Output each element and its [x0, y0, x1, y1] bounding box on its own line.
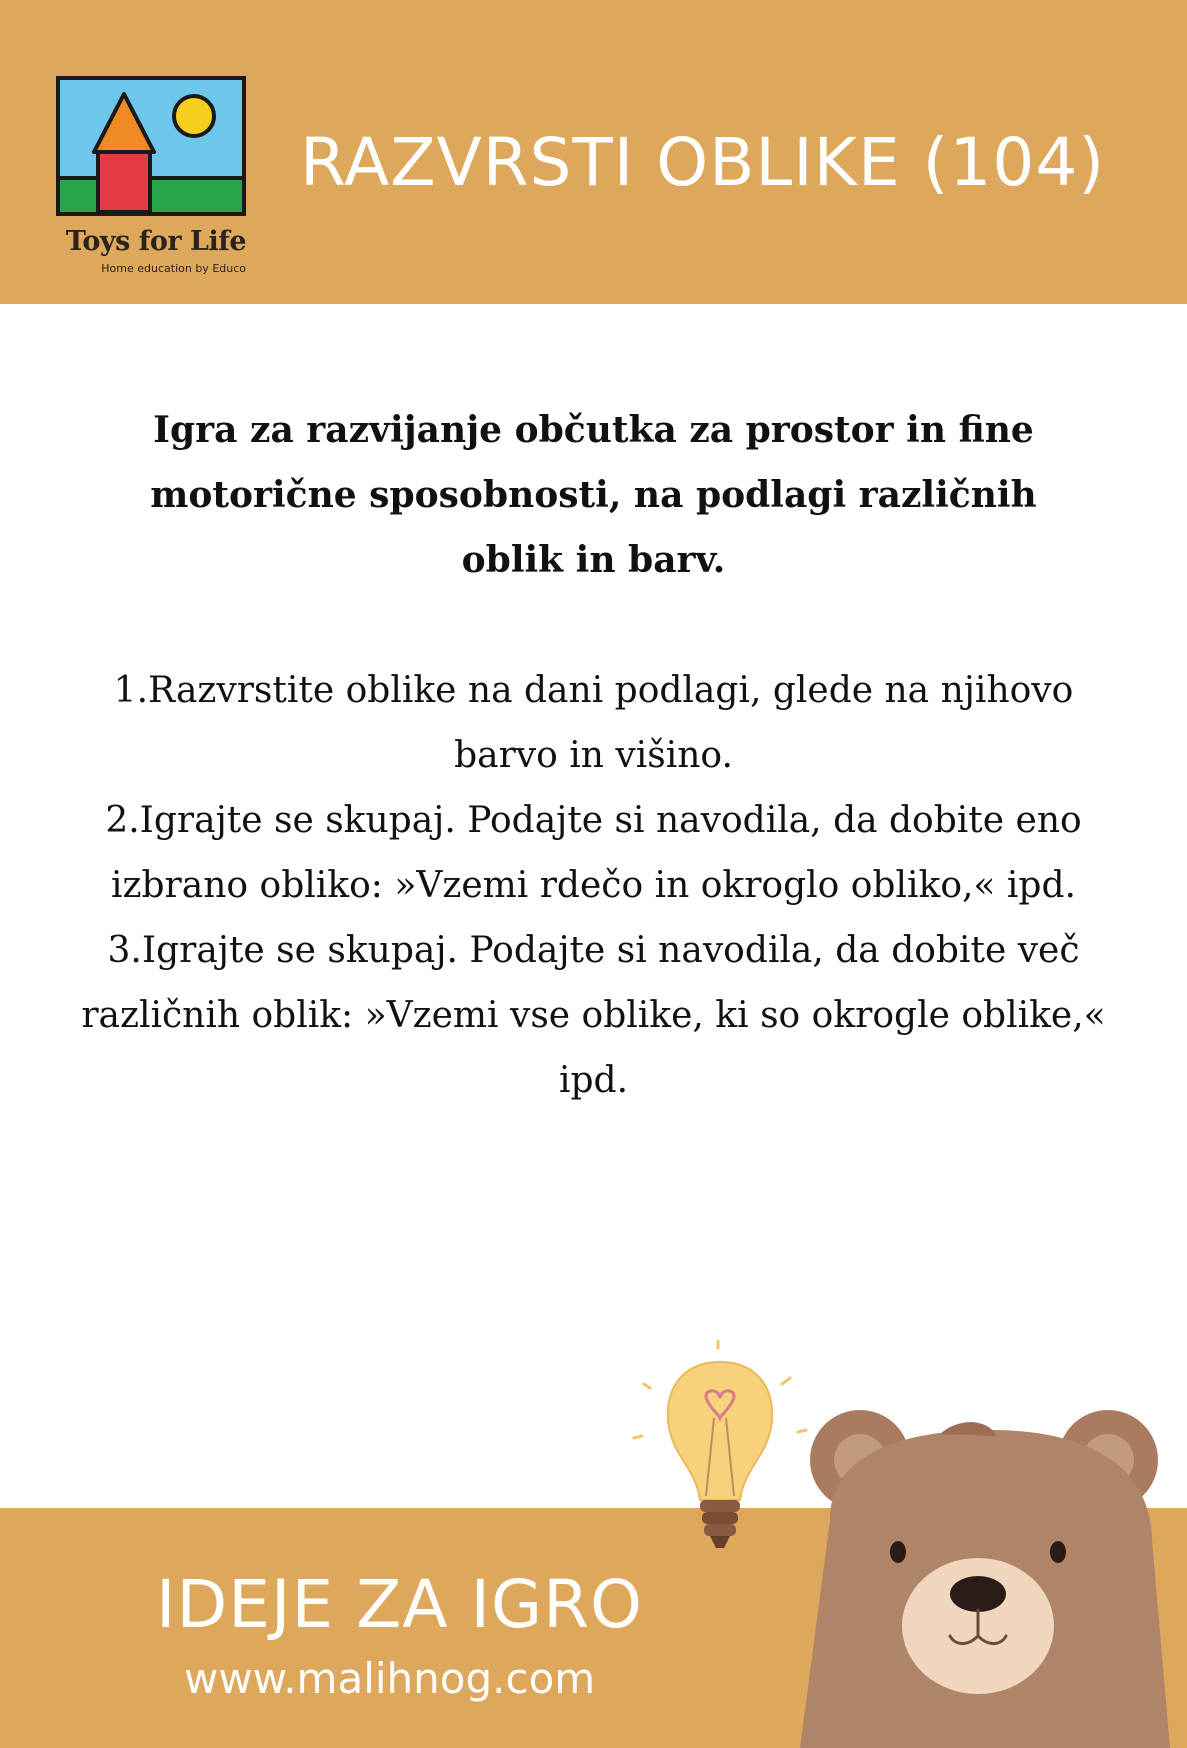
bear-icon [790, 1390, 1187, 1748]
brand-tagline: Home education by Educo [101, 262, 246, 275]
instruction-step: 3.Igrajte se skupaj. Podajte si navodila, da dobite več različnih oblik: »Vzemi vse oblike, ki so okrogle oblike,« ipd. [81, 930, 1106, 1101]
page-title: RAZVRSTI OBLIKE (104) [300, 124, 1106, 201]
instruction-step: 1.Razvrstite oblike na dani podlagi, glede na njihovo barvo in višino. [113, 670, 1074, 776]
instruction-step: 2.Igrajte se skupaj. Podajte si navodila, da dobite eno izbrano obliko: »Vzemi rdečo in okroglo obliko,« ipd. [105, 800, 1082, 906]
ideas-label: IDEJE ZA IGRO [156, 1566, 643, 1643]
website-url: www.malihnog.com [184, 1654, 596, 1703]
header-band [0, 0, 1187, 304]
brand-logo [56, 76, 246, 276]
intro-text: Igra za razvijanje občutka za prostor in fine motorične sposobnosti, na podlagi različnih oblik in barv. [150, 409, 1037, 581]
instruction-list [80, 658, 1107, 1113]
house-under-sun-logo-icon [56, 76, 246, 216]
brand-name: Toys for Life [65, 226, 246, 257]
light-bulb-icon [630, 1340, 810, 1580]
